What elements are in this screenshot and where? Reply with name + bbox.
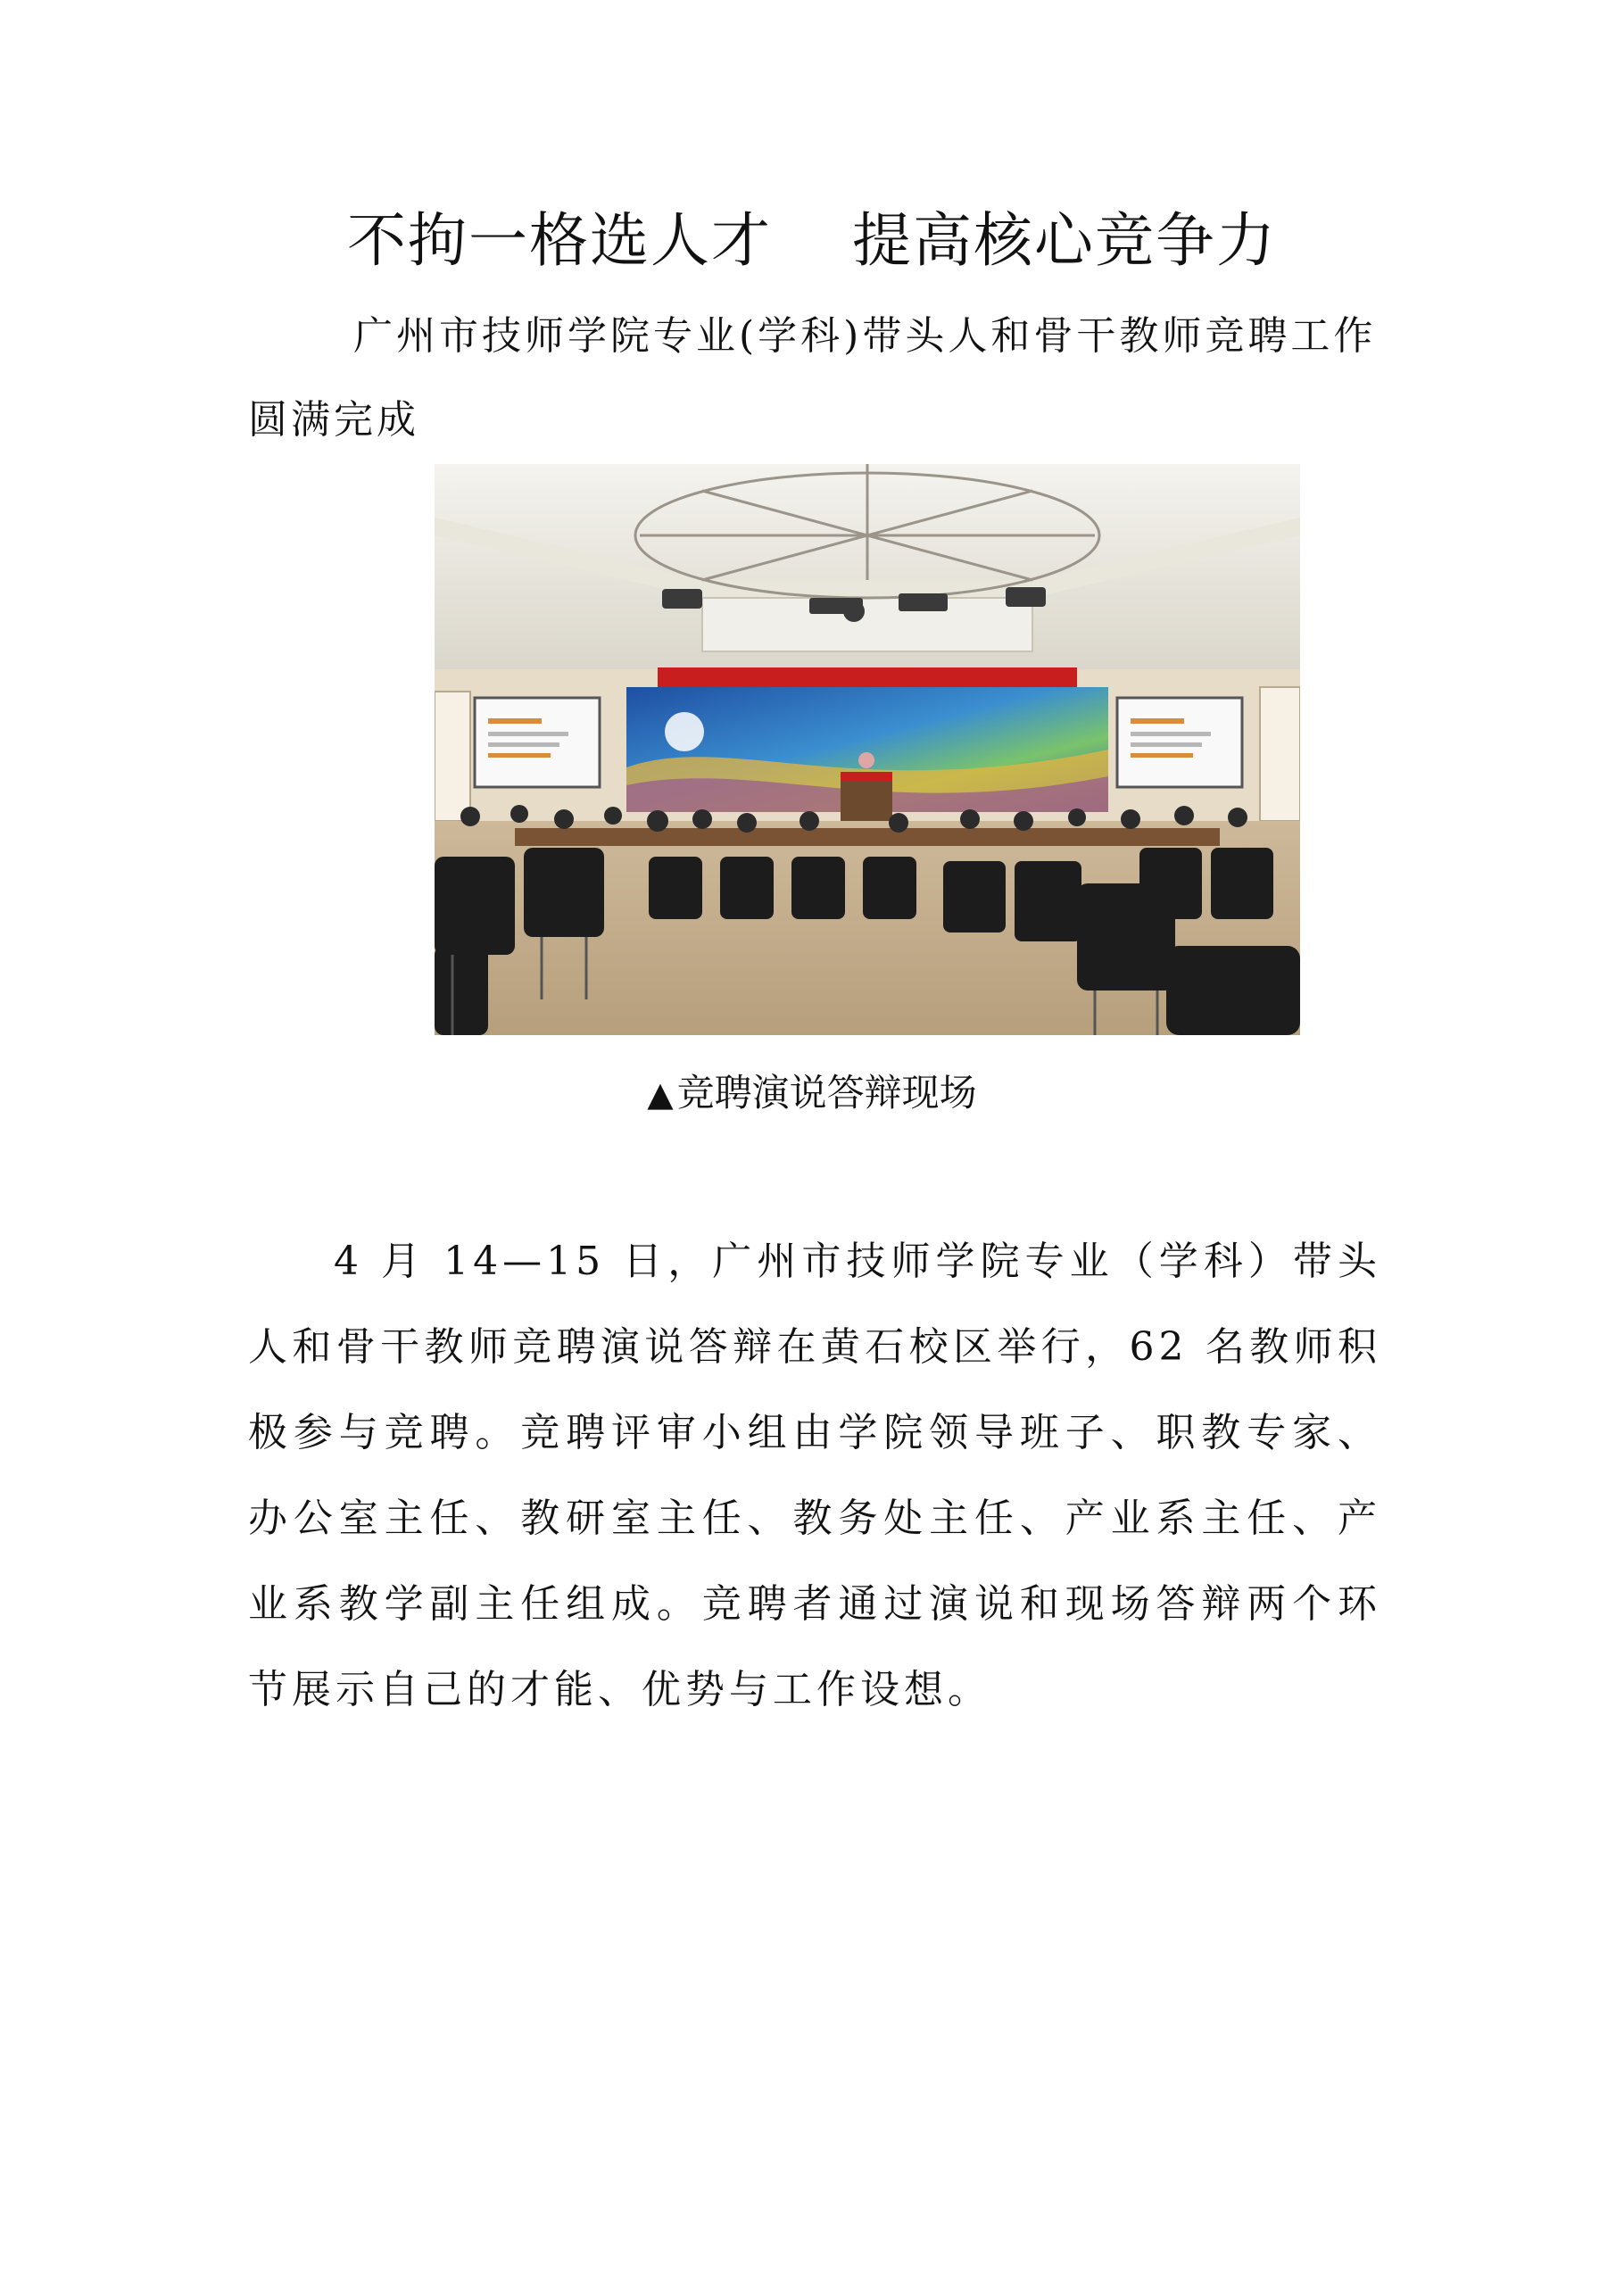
caption-marker: ▲ (647, 1074, 674, 1114)
title-part-1: 不拘一格选人才 (347, 206, 772, 275)
meeting-photo (435, 464, 1300, 1035)
title-part-2: 提高核心竞争力 (852, 206, 1277, 275)
photo-caption (0, 1062, 1624, 1124)
caption-text: 竞聘演说答辩现场 (676, 1071, 977, 1115)
article-title (0, 201, 1624, 281)
article-subtitle: 广州市技师学院专业(学科)带头人和骨干教师竞聘工作圆满完成 (248, 313, 1377, 443)
article-body: 4 月 14—15 日，广州市技师学院专业（学科）带头人和骨干教师竞聘演说答辩在黄石校区举行，62 名教师积极参与竞聘。竞聘评审小组由学院领导班子、职教专家、办公室主任、教研室主任、教务处主任、产业系主任、产业系教学副主任组成。竞聘者通过演说和现场答辩两个环节展示自己的才能、优势与工作设想。 (248, 1239, 1381, 1712)
